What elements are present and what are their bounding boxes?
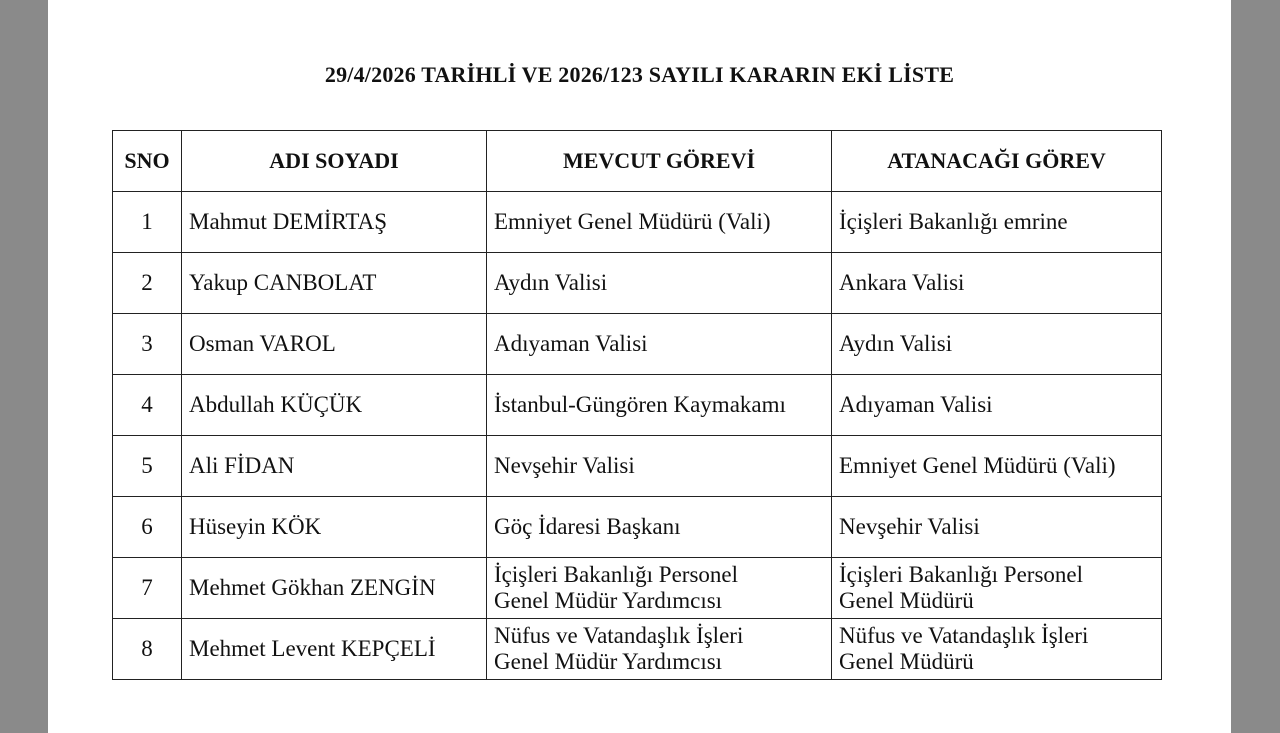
document-page xyxy=(48,0,1231,733)
cell-new-position xyxy=(832,436,1162,497)
cell-sno: 6 xyxy=(113,497,182,558)
position-line: Nüfus ve Vatandaşlık İşleri xyxy=(839,623,1089,648)
appointments-table xyxy=(112,130,1162,680)
position-line: Nüfus ve Vatandaşlık İşleri xyxy=(494,623,744,648)
cell-sno: 8 xyxy=(113,619,182,680)
cell-name: Hüseyin KÖK xyxy=(182,497,487,558)
position-line: Genel Müdür Yardımcısı xyxy=(494,649,723,674)
header-sno: SNO xyxy=(113,131,182,192)
position-line: Nevşehir Valisi xyxy=(494,453,635,478)
table-row xyxy=(113,253,1162,314)
header-new-position: ATANACAĞI GÖREV xyxy=(832,131,1162,192)
table-row xyxy=(113,436,1162,497)
position-line: İstanbul-Güngören Kaymakamı xyxy=(494,392,786,417)
cell-new-position xyxy=(832,558,1162,619)
position-line: Aydın Valisi xyxy=(839,331,953,356)
cell-new-position xyxy=(832,314,1162,375)
cell-name: Mahmut DEMİRTAŞ xyxy=(182,192,487,253)
position-line: Genel Müdürü xyxy=(839,649,974,674)
cell-name: Osman VAROL xyxy=(182,314,487,375)
position-line: İçişleri Bakanlığı Personel xyxy=(839,562,1083,587)
position-line: İçişleri Bakanlığı Personel xyxy=(494,562,738,587)
position-line: Genel Müdür Yardımcısı xyxy=(494,588,723,613)
document-title: 29/4/2026 TARİHLİ VE 2026/123 SAYILI KARARIN EKİ LİSTE xyxy=(324,62,955,87)
cell-new-position xyxy=(832,619,1162,680)
table-row xyxy=(113,375,1162,436)
table-row xyxy=(113,497,1162,558)
cell-sno: 3 xyxy=(113,314,182,375)
cell-sno: 5 xyxy=(113,436,182,497)
position-line: Nevşehir Valisi xyxy=(839,514,980,539)
cell-new-position xyxy=(832,375,1162,436)
header-current-position: MEVCUT GÖREVİ xyxy=(487,131,832,192)
table-row xyxy=(113,314,1162,375)
table-row xyxy=(113,558,1162,619)
position-line: Göç İdaresi Başkanı xyxy=(494,514,681,539)
cell-new-position xyxy=(832,497,1162,558)
position-line: Aydın Valisi xyxy=(494,270,608,295)
cell-sno: 7 xyxy=(113,558,182,619)
position-line: Genel Müdürü xyxy=(839,588,974,613)
cell-name: Abdullah KÜÇÜK xyxy=(182,375,487,436)
cell-current-position xyxy=(487,558,832,619)
cell-current-position xyxy=(487,436,832,497)
cell-current-position xyxy=(487,619,832,680)
position-line: Emniyet Genel Müdürü (Vali) xyxy=(494,209,771,234)
cell-current-position xyxy=(487,192,832,253)
position-line: Emniyet Genel Müdürü (Vali) xyxy=(839,453,1116,478)
position-line: Ankara Valisi xyxy=(839,270,965,295)
position-line: Adıyaman Valisi xyxy=(839,392,993,417)
cell-name: Ali FİDAN xyxy=(182,436,487,497)
cell-sno: 4 xyxy=(113,375,182,436)
cell-current-position xyxy=(487,497,832,558)
cell-current-position xyxy=(487,375,832,436)
cell-current-position xyxy=(487,253,832,314)
position-line: İçişleri Bakanlığı emrine xyxy=(839,209,1068,234)
cell-name: Mehmet Levent KEPÇELİ xyxy=(182,619,487,680)
table-row xyxy=(113,192,1162,253)
cell-sno: 2 xyxy=(113,253,182,314)
cell-sno: 1 xyxy=(113,192,182,253)
cell-new-position xyxy=(832,192,1162,253)
table-row xyxy=(113,619,1162,680)
position-line: Adıyaman Valisi xyxy=(494,331,648,356)
cell-name: Yakup CANBOLAT xyxy=(182,253,487,314)
table-header-row xyxy=(113,131,1162,192)
header-name: ADI SOYADI xyxy=(182,131,487,192)
cell-new-position xyxy=(832,253,1162,314)
cell-name: Mehmet Gökhan ZENGİN xyxy=(182,558,487,619)
cell-current-position xyxy=(487,314,832,375)
